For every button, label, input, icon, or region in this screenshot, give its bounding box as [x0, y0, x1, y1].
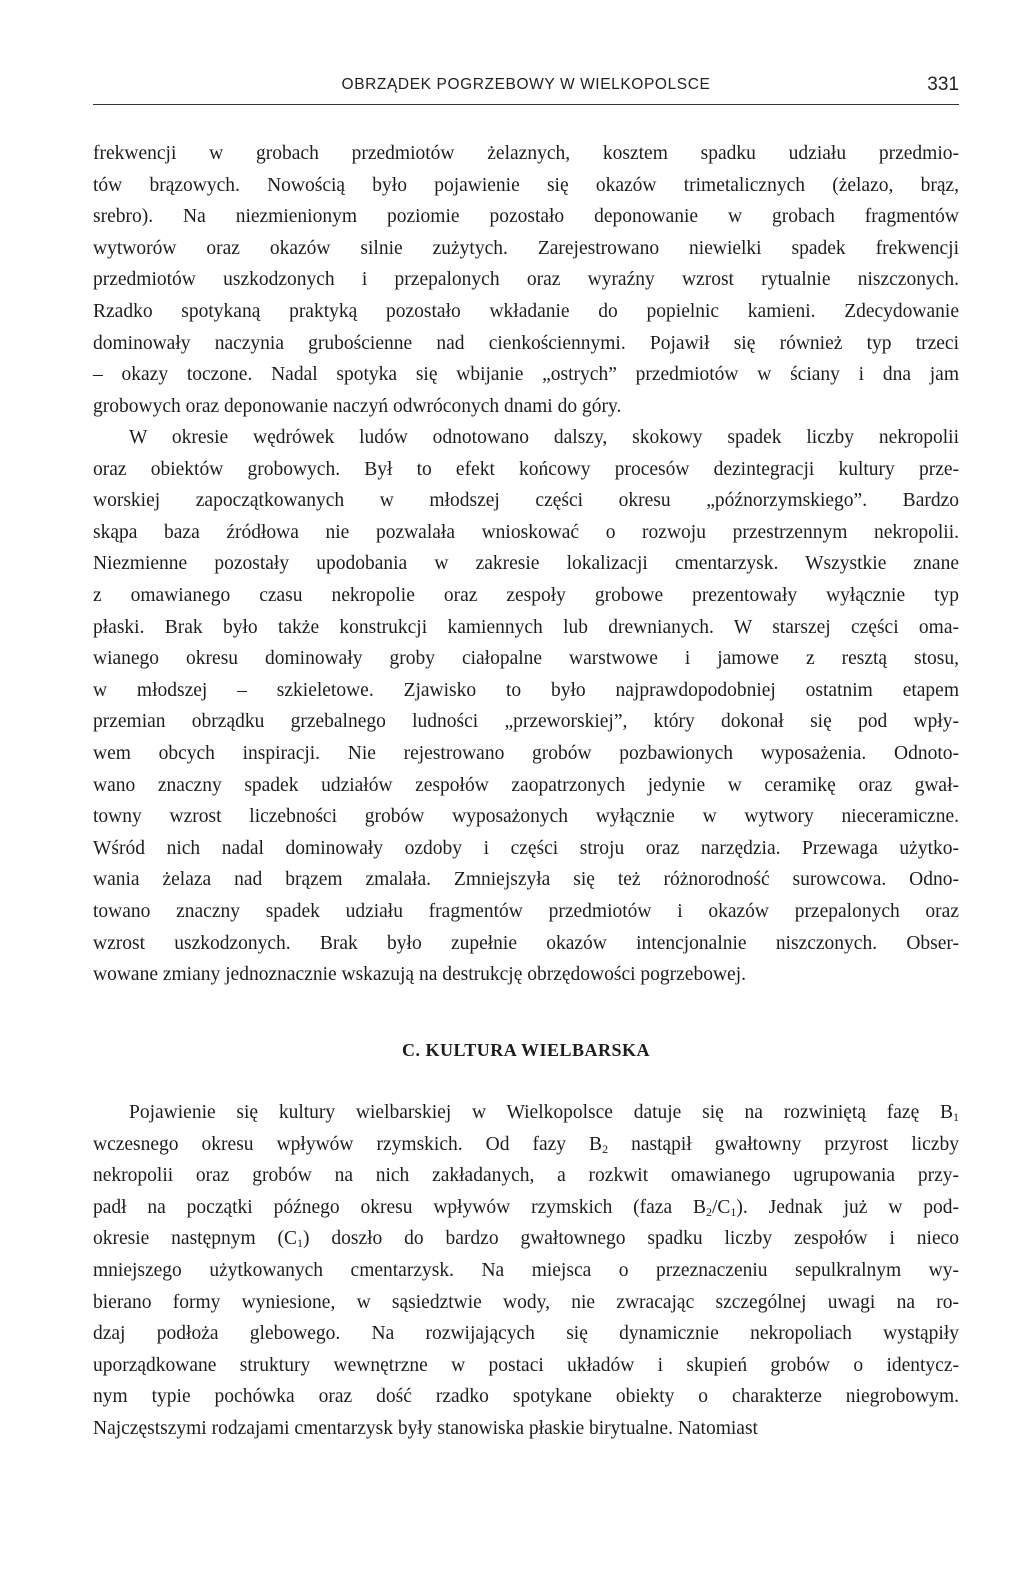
- text-line: wania żelaza nad brązem zmalała. Zmniejszyła się też różnorodność surowcowa. Odno-: [93, 869, 959, 891]
- text-line: przemian obrządku grzebalnego ludności „przeworskiej”, który dokonał się pod wpły-: [93, 711, 959, 733]
- paragraph-1: [93, 138, 959, 422]
- subscript: 2: [602, 1141, 609, 1156]
- text-run: bierano formy wyniesione, w sąsiedztwie wody, nie zwracając szczególnej uwagi na ro-: [93, 1291, 959, 1313]
- paragraph-2: [93, 422, 959, 991]
- text-run: mniejszego użytkowanych cmentarzysk. Na miejsca o przeznaczeniu sepulkralnym wy-: [93, 1259, 959, 1281]
- text-run: Pojawienie się kultury wielbarskiej w Wielkopolsce datuje się na rozwiniętą fazę B: [129, 1102, 953, 1123]
- text-line: [93, 1097, 959, 1129]
- text-line: [93, 1318, 959, 1350]
- subscript: 2: [705, 1204, 712, 1219]
- text-line: wowane zmiany jednoznacznie wskazują na destrukcję obrzędowości pogrzebowej.: [93, 964, 746, 986]
- text-line: grobowych oraz deponowanie naczyń odwróconych dnami do góry.: [93, 395, 622, 417]
- text-line: z omawianego czasu nekropolie oraz zespoły grobowe prezentowały wyłącznie typ: [93, 584, 959, 606]
- page-header: [93, 76, 959, 102]
- text-line: worskiej zapoczątkowanych w młodszej części okresu „późnorzymskiego”. Bardzo: [93, 490, 959, 512]
- text-line: – okazy toczone. Nadal spotyka się wbijanie „ostrych” przedmiotów w ściany i dna jam: [93, 364, 959, 386]
- text-line: dominowały naczynia grubościenne nad cienkościennymi. Pojawił się również typ trzeci: [93, 332, 959, 354]
- text-line: [93, 1255, 959, 1287]
- text-line: [93, 1350, 959, 1382]
- subscript: 1: [953, 1110, 959, 1124]
- text-line: srebro). Na niezmienionym poziomie pozostało deponowanie w grobach fragmentów: [93, 206, 959, 228]
- page-number: 331: [927, 74, 959, 95]
- text-line: frekwencji w grobach przedmiotów żelaznych, kosztem spadku udziału przedmio-: [93, 143, 959, 164]
- text-line: wianego okresu dominowały groby ciałopalne warstwowe i jamowe z resztą stosu,: [93, 648, 959, 670]
- text-line: [93, 1381, 959, 1413]
- text-line: Rzadko spotykaną praktyką pozostało wkładanie do popielnic kamieni. Zdecydowanie: [93, 300, 959, 322]
- text-line: towny wzrost liczebności grobów wyposażonych wyłącznie w wytwory nieceramiczne.: [93, 806, 959, 828]
- text-line: [93, 1129, 959, 1161]
- text-line: wzrost uszkodzonych. Brak było zupełnie okazów intencjonalnie niszczonych. Obser-: [93, 932, 959, 954]
- text-run: nastąpił gwałtowny przyrost liczby: [608, 1133, 959, 1155]
- text-line: Niezmienne pozostały upodobania w zakresie lokalizacji cmentarzysk. Wszystkie znane: [93, 553, 959, 575]
- text-line: płaski. Brak było także konstrukcji kamiennych lub drewnianych. W starszej części oma-: [93, 616, 959, 638]
- text-line: wano znaczny spadek udziałów zespołów zaopatrzonych jedynie w ceramikę oraz gwał-: [93, 774, 959, 796]
- text-run: nekropolii oraz grobów na nich zakładanych, a rozkwit omawianego ugrupowania przy-: [93, 1165, 959, 1187]
- text-line: towano znaczny spadek udziału fragmentów przedmiotów i okazów przepalonych oraz: [93, 900, 959, 922]
- text-run: wczesnego okresu wpływów rzymskich. Od fazy B: [93, 1133, 603, 1155]
- text-line: wem obcych inspiracji. Nie rejestrowano grobów pozbawionych wyposażenia. Odnoto-: [93, 742, 959, 764]
- text-line: [93, 1223, 959, 1255]
- text-line: [93, 1160, 959, 1192]
- text-line: oraz obiektów grobowych. Był to efekt końcowy procesów dezintegracji kultury prze-: [93, 458, 959, 480]
- section-heading: C. KULTURA WIELBARSKA: [401, 1040, 651, 1060]
- text-line: tów brązowych. Nowością było pojawienie się okazów trimetalicznych (żelazo, brąz,: [93, 174, 959, 196]
- text-line: Wśród nich nadal dominowały ozdoby i części stroju oraz narzędzia. Przewaga użytko-: [93, 837, 959, 859]
- paragraph-3: [93, 1097, 959, 1445]
- text-line: przedmiotów uszkodzonych i przepalonych oraz wyraźny wzrost rytualnie niszczonych.: [93, 269, 959, 291]
- running-head: OBRZĄDEK POGRZEBOWY W WIELKOPOLSCE: [341, 76, 711, 93]
- text-run: ) doszło do bardzo gwałtownego spadku liczby zespołów i nieco: [303, 1228, 960, 1250]
- text-line: [93, 1413, 959, 1445]
- text-line: skąpa baza źródłowa nie pozwalała wnioskować o rozwoju przestrzennym nekropolii.: [93, 521, 959, 543]
- text-line: [93, 1192, 959, 1224]
- text-run: uporządkowane struktury wewnętrzne w postaci układów i skupień grobów o identycz-: [93, 1354, 959, 1376]
- text-run: /C: [711, 1196, 731, 1218]
- text-line: W okresie wędrówek ludów odnotowano dalszy, skokowy spadek liczby nekropolii: [129, 427, 959, 448]
- text-line: w młodszej – szkieletowe. Zjawisko to było najprawdopodobniej ostatnim etapem: [93, 679, 959, 701]
- text-line: wytworów oraz okazów silnie zużytych. Zarejestrowano niewielki spadek frekwencji: [93, 237, 959, 259]
- subscript: 1: [730, 1204, 737, 1219]
- text-line: [93, 1287, 959, 1319]
- text-run: Najczęstszymi rodzajami cmentarzysk były stanowiska płaskie birytualne. Natomiast: [93, 1417, 758, 1439]
- text-run: dzaj podłoża glebowego. Na rozwijających się dynamicznie nekropoliach wystąpiły: [93, 1323, 959, 1345]
- text-run: padł na początki późnego okresu wpływów rzymskich (faza B: [93, 1196, 706, 1218]
- text-run: okresie następnym (C: [93, 1228, 298, 1250]
- header-rule: [93, 104, 959, 105]
- text-run: nym typie pochówka oraz dość rzadko spotykane obiekty o charakterze niegrobowym.: [93, 1386, 959, 1408]
- subscript: 1: [297, 1236, 304, 1251]
- text-run: ). Jednak już w pod-: [736, 1196, 959, 1218]
